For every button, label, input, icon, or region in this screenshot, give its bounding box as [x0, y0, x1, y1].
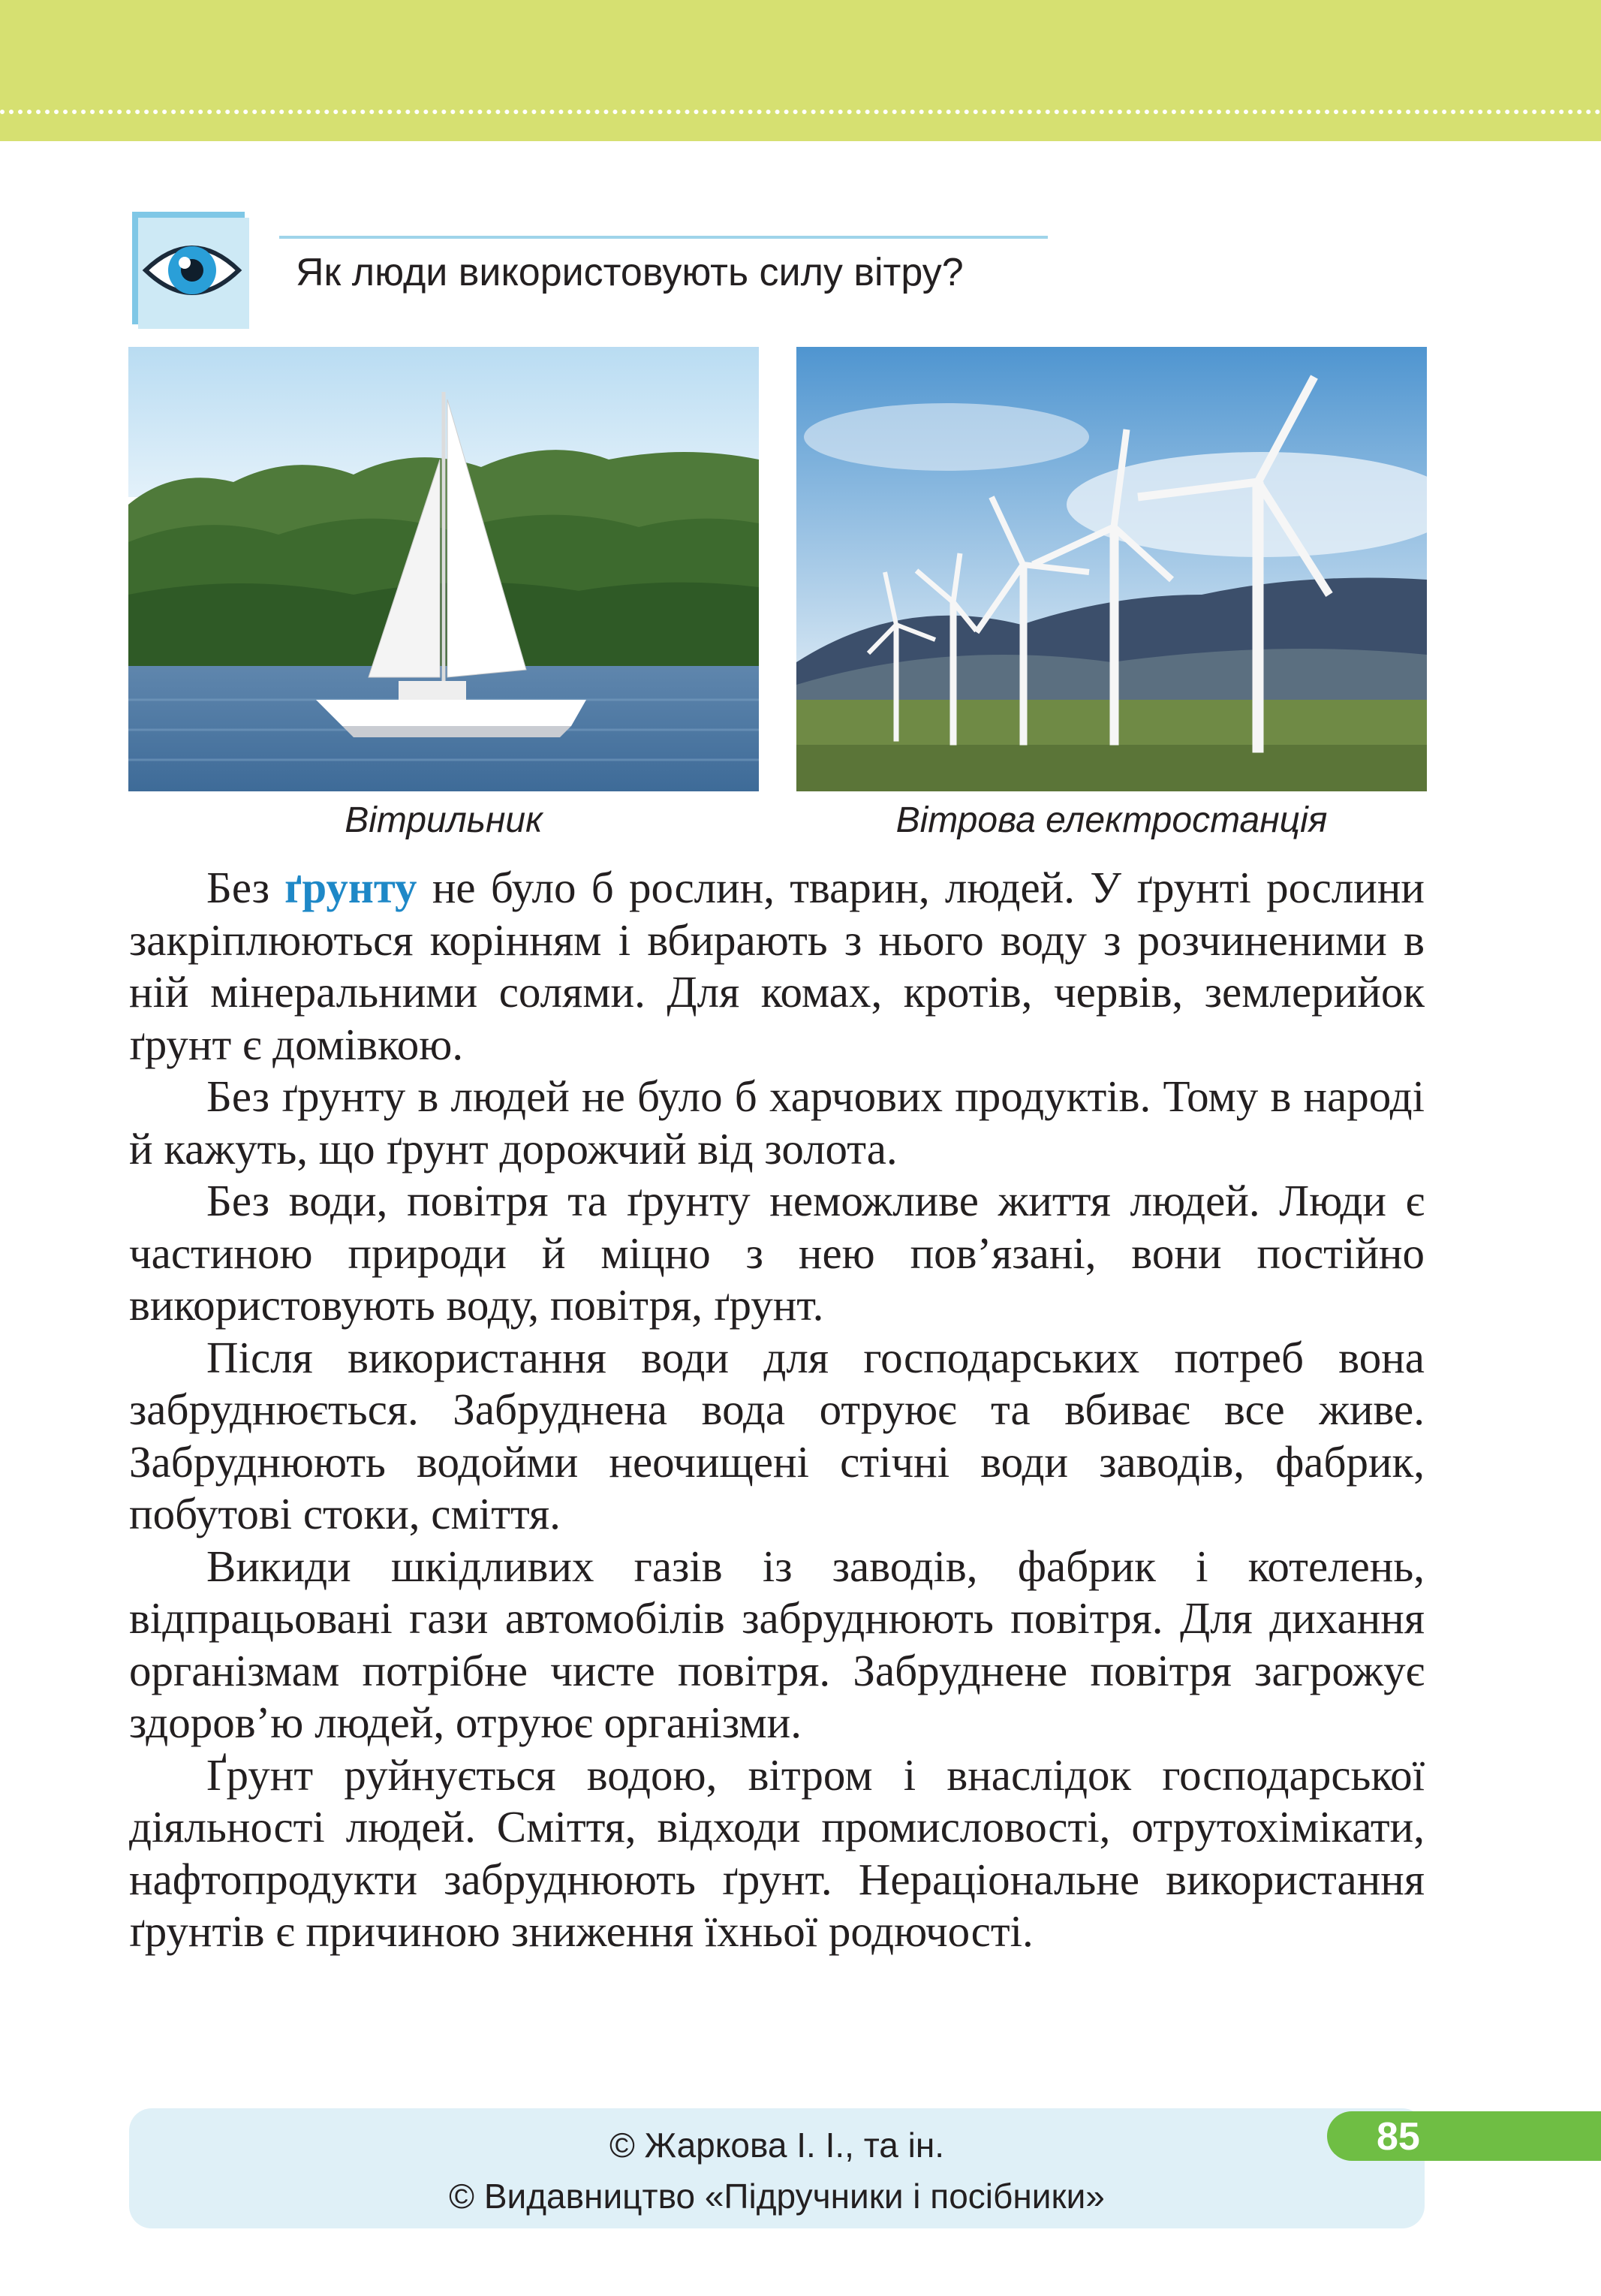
page-number: 85	[1377, 2115, 1420, 2159]
paragraph-1-rest: не було б рослин, тварин, людей. У ґрунті рослини закріплюються корінням і вбирають з нього воду з розчиненими в ній мінеральними солями. Для комах, кротів, червів, землерийок ґрунт є домівкою.	[129, 863, 1425, 1069]
paragraph-2: Без ґрунту в людей не було б харчових продуктів. Тому в народі й кажуть, що ґрунт дорожчий від золота.	[129, 1071, 1425, 1174]
wind-farm-caption: Вітрова електростанція	[895, 800, 1328, 840]
paragraph-3: Без води, повітря та ґрунту неможливе життя людей. Люди є частиною природи й міцно з нею пов’язані, вони постійно використовують воду, повітря, ґрунт.	[129, 1176, 1425, 1330]
question-underline	[279, 236, 1048, 239]
paragraph-6: Ґрунт руйнується водою, вітром і внаслідок господарської діяльності людей. Сміття, відходи промисловості, отрутохімікати, нафтопродукти забруднюють ґрунт. Нераціональне використання ґрунтів є причиною зниження їхньої родючості.	[129, 1749, 1425, 1956]
main-text	[129, 862, 1425, 1958]
keyword-soil: ґрунту	[284, 863, 417, 912]
wind-farm-photo	[796, 347, 1427, 791]
copyright-authors: © Жаркова І. І., та ін.	[609, 2126, 945, 2165]
dotted-divider	[0, 110, 1601, 114]
copyright-publisher: © Видавництво «Підручники і посібники»	[449, 2177, 1105, 2216]
sailboat-photo	[128, 347, 759, 791]
sailboat-caption: Вітрильник	[345, 800, 543, 840]
eye-icon	[132, 212, 249, 329]
paragraph-5: Викиди шкідливих газів із заводів, фабрик і котелень, відпрацьовані гази автомобілів забруднюють повітря. Для дихання організмам потрібне чисте повітря. Забруднене повітря загрожує здоров’ю людей, отруює організми.	[129, 1541, 1425, 1747]
paragraph-1-start: Без	[206, 863, 285, 912]
paragraph-1	[129, 862, 1425, 1071]
page-number-tab	[1327, 2111, 1601, 2161]
top-header-band	[0, 0, 1601, 141]
paragraph-4: Після використання води для господарських потреб вона забруднюється. Забруднена вода отруює та вбиває все живе. Забруднюють водойми неочищені стічні води заводів, фабрик, побутові стоки, сміття.	[129, 1332, 1425, 1538]
section-question: Як люди використовують силу вітру?	[296, 251, 964, 294]
